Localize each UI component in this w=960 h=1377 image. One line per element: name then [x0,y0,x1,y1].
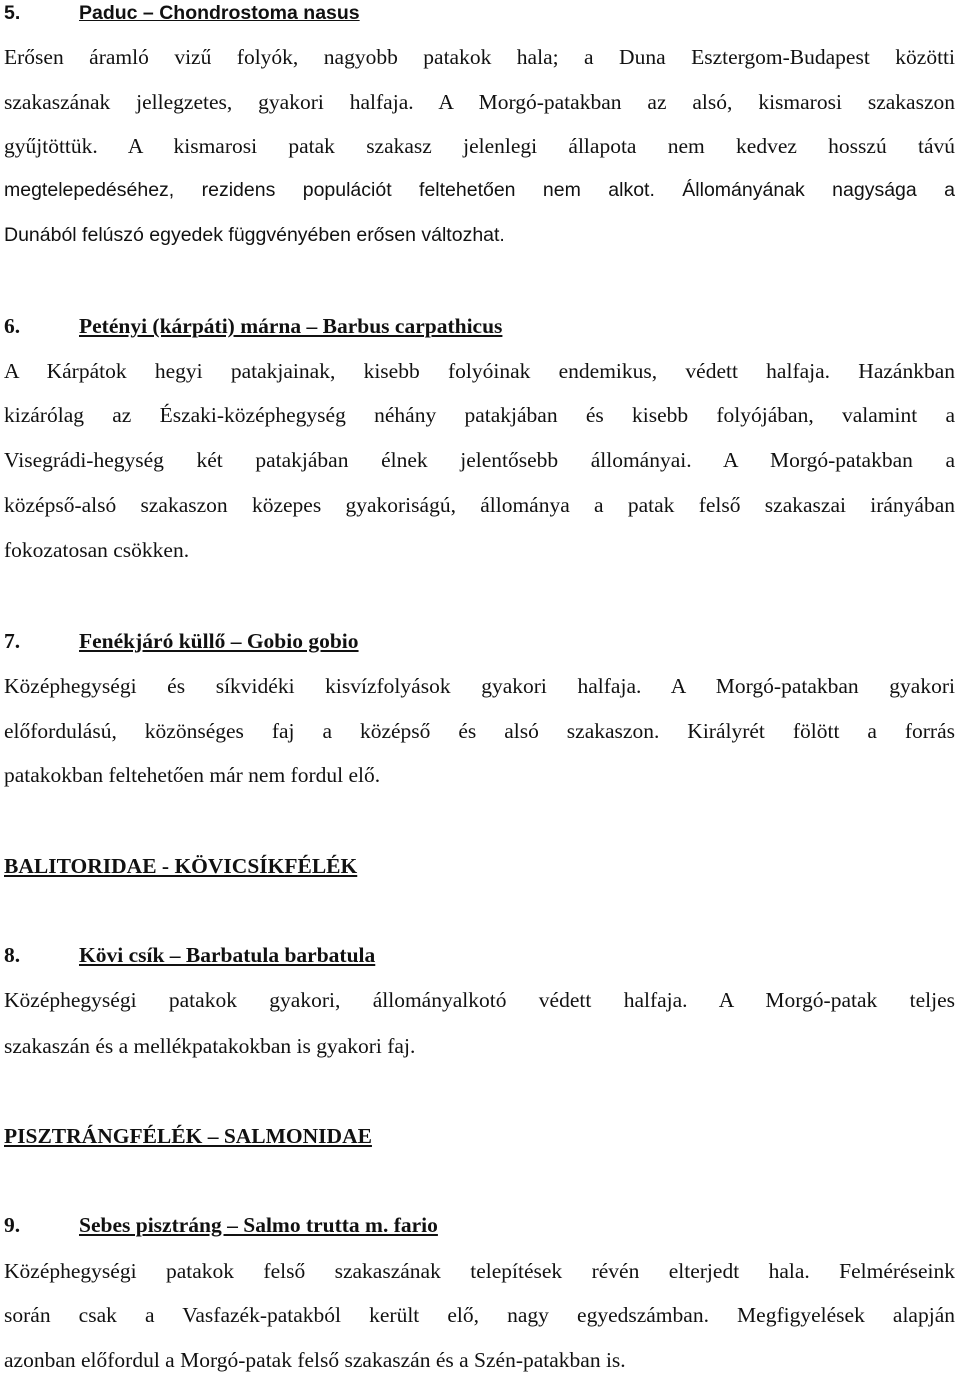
family-heading: PISZTRÁNGFÉLÉK – SALMONIDAE [4,1124,372,1148]
species-heading-5 [4,0,360,26]
species-name: Petényi (kárpáti) márna – Barbus carpathicus [79,314,503,338]
species-heading-7 [4,628,359,654]
species-name: Fenékjáró küllő – Gobio gobio [79,629,359,653]
paragraph-line: Középhegységi patakok felső szakaszának telepítések révén elterjedt hala. Felméréseink [4,1259,955,1283]
species-number: 9. [4,1213,21,1237]
paragraph-line: azonban előfordul a Morgó-patak felső szakaszán és a Szén-patakban is. [4,1348,626,1372]
paragraph-line: Erősen áramló vizű folyók, nagyobb patakok hala; a Duna Esztergom-Budapest közötti [4,45,955,69]
paragraph-line: kizárólag az Északi-középhegység néhány patakjában és kisebb folyójában, valamint a [4,403,955,427]
species-heading-9 [4,1212,438,1238]
paragraph-line: Visegrádi-hegység két patakjában élnek jelentősebb állományai. A Morgó-patakban a [4,448,955,472]
species-number: 5. [4,2,21,24]
species-number: 7. [4,629,21,653]
paragraph-line: szakaszán és a mellékpatakokban is gyakori faj. [4,1034,416,1058]
species-number: 6. [4,314,21,338]
paragraph-line: megtelepedéséhez, rezidens populációt feltehetően nem alkot. Állományának nagysága a [4,179,955,201]
paragraph-line: során csak a Vasfazék-patakból került elő, nagy egyedszámban. Megfigyelések alapján [4,1303,955,1327]
species-name: Sebes pisztráng – Salmo trutta m. fario [79,1213,438,1237]
paragraph-line: A Kárpátok hegyi patakjainak, kisebb folyóinak endemikus, védett halfaja. Hazánkban [4,359,955,383]
species-name: Paduc – Chondrostoma nasus [79,2,360,24]
species-heading-8 [4,942,375,968]
paragraph-line: fokozatosan csökken. [4,538,190,562]
species-number: 8. [4,943,21,967]
paragraph-line: középső-alsó szakaszon közepes gyakoriságú, állománya a patak felső szakaszai irányában [4,493,955,517]
paragraph-line: Dunából felúszó egyedek függvényében erősen változhat. [4,224,505,246]
paragraph-line: patakokban feltehetően már nem fordul elő. [4,763,381,787]
paragraph-line: előfordulású, közönséges faj a középső és alsó szakaszon. Királyrét fölött a forrás [4,719,955,743]
species-heading-6 [4,313,502,339]
species-name: Kövi csík – Barbatula barbatula [79,943,376,967]
family-heading: BALITORIDAE - KÖVICSÍKFÉLÉK [4,854,358,878]
paragraph-line: szakaszának jellegzetes, gyakori halfaja. A Morgó-patakban az alsó, kismarosi szakaszon [4,90,955,114]
paragraph-line: gyűjtöttük. A kismarosi patak szakasz jelenlegi állapota nem kedvez hosszú távú [4,134,955,158]
paragraph-line: Középhegységi és síkvidéki kisvízfolyások gyakori halfaja. A Morgó-patakban gyakori [4,674,955,698]
paragraph-line: Középhegységi patakok gyakori, állományalkotó védett halfaja. A Morgó-patak teljes [4,988,955,1012]
